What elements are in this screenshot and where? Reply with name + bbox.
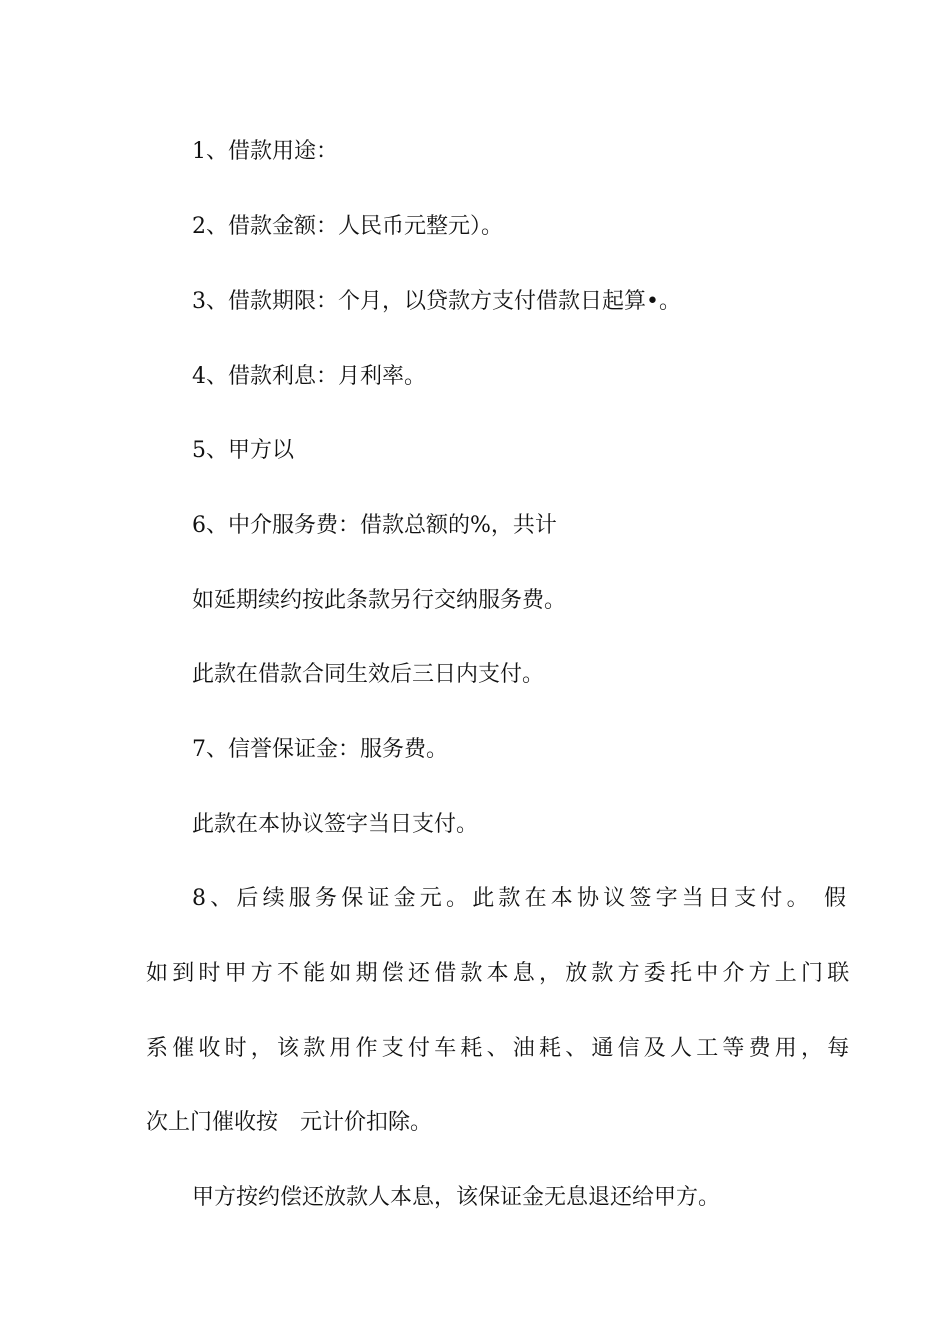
clause-8-line-4: 次上门催收按 元计价扣除。	[146, 1110, 433, 1135]
clause-8-line-1: 8、后续服务保证金元。此款在本协议签字当日支付。 假	[192, 886, 851, 911]
clause-1-purpose: 1、借款用途：	[192, 139, 338, 164]
clause-7-payment-note: 此款在本协议签字当日支付。	[192, 812, 479, 837]
refund-clause: 甲方按约偿还放款人本息，该保证金无息退还给甲方。	[192, 1185, 721, 1210]
clause-6-payment-note: 此款在借款合同生效后三日内支付。	[192, 662, 545, 687]
clause-7-deposit: 7、信誉保证金：服务费。	[192, 737, 448, 762]
clause-6-extension-note: 如延期续约按此条款另行交纳服务费。	[192, 588, 567, 613]
clause-5-party-a: 5、甲方以	[192, 438, 294, 463]
clause-6-service-fee: 6、中介服务费：借款总额的%，共计	[192, 513, 557, 538]
clause-8-line-2: 如到时甲方不能如期偿还借款本息，放款方委托中介方上门联	[146, 961, 854, 986]
clause-3-term: 3、借款期限：个月，以贷款方支付借款日起算•。	[192, 289, 681, 314]
clause-8-line-3: 系催收时，该款用作支付车耗、油耗、通信及人工等费用，每	[146, 1036, 854, 1061]
clause-4-interest: 4、借款利息：月利率。	[192, 364, 426, 389]
clause-2-amount: 2、借款金额：人民币元整元）。	[192, 214, 503, 239]
